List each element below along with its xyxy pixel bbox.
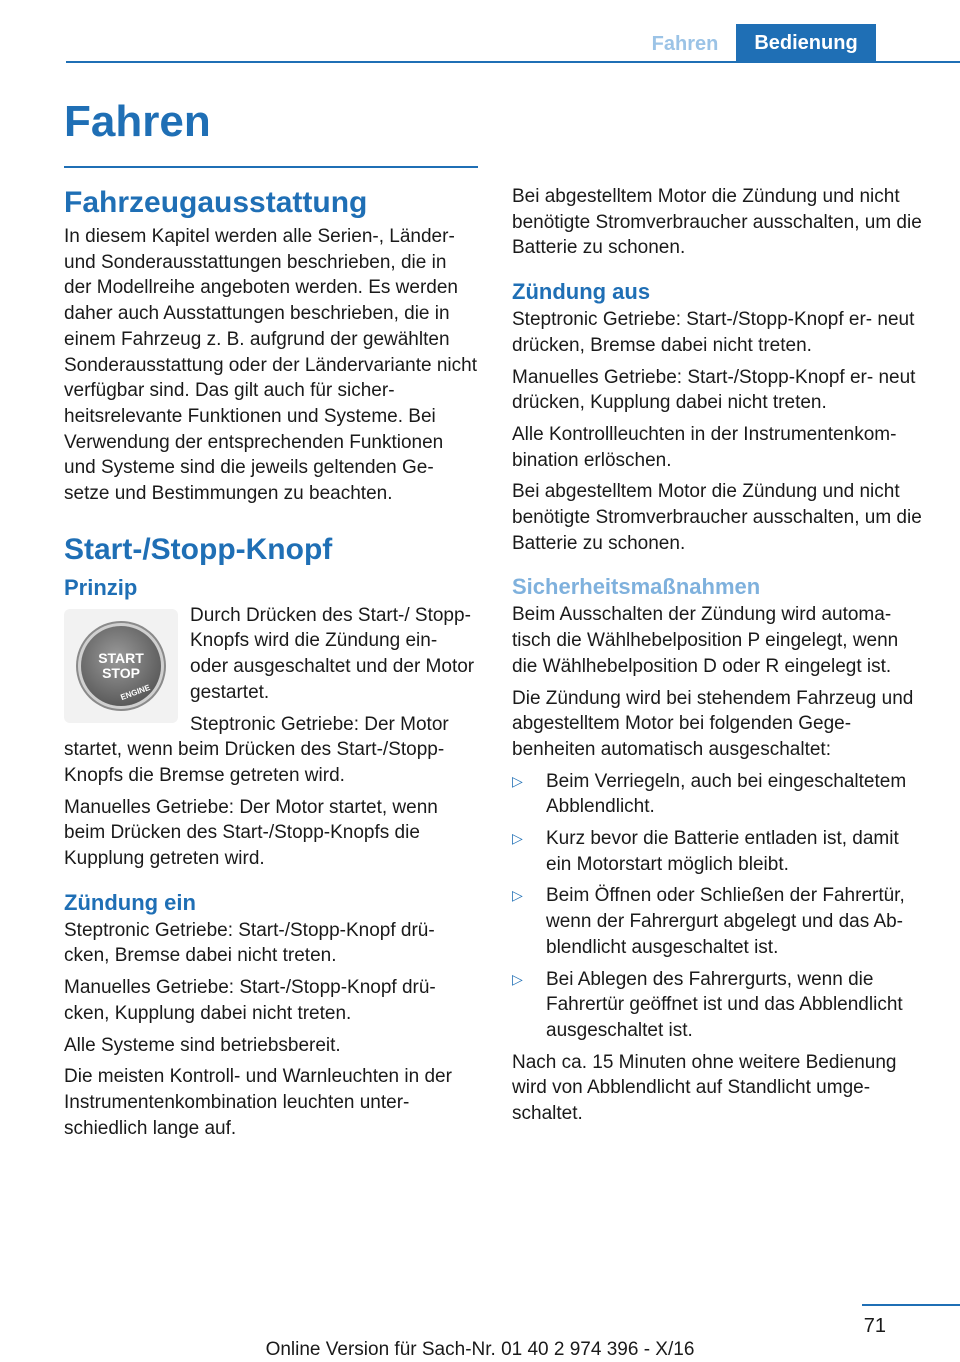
list-item-text: Kurz bevor die Batterie entladen ist, damit ein Motorstart möglich bleibt. <box>546 828 899 875</box>
list-item-text: Beim Verriegeln, auch bei eingeschaltetem Abblendlicht. <box>546 770 907 818</box>
tab-fahren[interactable]: Fahren <box>651 32 719 55</box>
start-stop-knob-icon <box>81 626 161 706</box>
heading-sicherheitsmassnahmen: Sicherheitsmaßnahmen <box>512 574 761 600</box>
paragraph-aus-3: Alle Kontrollleuchten in der Instrumentenkom- bination erlöschen. <box>512 423 897 471</box>
title-rule <box>64 166 478 168</box>
list-item-text: Beim Öffnen oder Schließen der Fahrertür, wenn der Fahrergurt abgelegt und das Ab- blendlicht ausgeschaltet ist. <box>546 885 905 958</box>
paragraph-end: Nach ca. 15 Minuten ohne weitere Bedienung wird von Abblendlicht auf Standlicht umge- schaltet. <box>512 1051 897 1125</box>
paragraph-ein-4: Die meisten Kontroll- und Warnleuchten in der Instrumentenkombination leuchten unter- schiedlich lange auf. <box>64 1066 452 1139</box>
prinzip-block <box>64 603 479 795</box>
heading-zuendung-ein: Zündung ein <box>64 889 196 915</box>
list-item <box>512 967 927 1044</box>
paragraph-prinzip-2: Steptronic Getriebe: Der Motor startet, wenn beim Drücken des Start-/Stopp- Knopfs die Bremse getreten wird. <box>64 713 449 786</box>
paragraph-ein-2: Manuelles Getriebe: Start-/Stopp-Knopf drü- cken, Kupplung dabei nicht treten. <box>64 977 436 1024</box>
paragraph-aus-1: Steptronic Getriebe: Start-/Stopp-Knopf er- neut drücken, Bremse dabei nicht treten. <box>512 309 915 356</box>
list-item <box>512 826 927 877</box>
page-title: Fahren <box>64 97 211 146</box>
heading-prinzip: Prinzip <box>64 574 138 600</box>
heading-start-stopp-knopf: Start-/Stopp-Knopf <box>64 532 333 566</box>
list-item <box>512 769 927 820</box>
paragraph-sicherheit-1: Beim Ausschalten der Zündung wird automa- tisch die Wählhebelposition P eingelegt, wenn die Wählhebelposition D oder R eingelegt ist. <box>512 604 899 677</box>
page-number: 71 <box>863 1315 886 1337</box>
knob-label-engine: ENGINE <box>119 682 152 702</box>
paragraph-ein-1: Steptronic Getriebe: Start-/Stopp-Knopf drü- cken, Bremse dabei nicht treten. <box>64 919 435 967</box>
online-version-footer: Online Version für Sach-Nr. 01 40 2 974 396 - X/16 <box>265 1339 695 1360</box>
paragraph-prinzip-1: Durch Drücken des Start-/ Stopp-Knopfs wird die Zündung ein- oder ausgeschaltet und der Motor gestartet. <box>190 604 475 703</box>
triangle-right-icon: ▷ <box>512 830 523 847</box>
triangle-right-icon: ▷ <box>512 970 523 987</box>
paragraph-ein-3: Alle Systeme sind betriebsbereit. <box>64 1034 341 1056</box>
knob-label-stop: STOP <box>102 664 140 681</box>
start-stop-button-image <box>64 609 178 723</box>
heading-fahrzeugausstattung: Fahrzeugausstattung <box>64 186 368 219</box>
left-column <box>64 184 479 1147</box>
footer-rule <box>862 1304 960 1306</box>
triangle-right-icon: ▷ <box>512 887 523 904</box>
bullet-list <box>512 769 927 1044</box>
triangle-right-icon: ▷ <box>512 772 523 789</box>
right-column <box>512 184 927 1133</box>
list-item-text: Bei Ablegen des Fahrergurts, wenn die Fahrertür geöffnet ist und das Abblendlicht ausgeschaltet ist. <box>546 968 903 1041</box>
paragraph-sicherheit-2: Die Zündung wird bei stehendem Fahrzeug und abgestelltem Motor bei folgenden Gege- benheiten automatisch ausgeschaltet: <box>512 687 914 760</box>
paragraph-aus-4: Bei abgestelltem Motor die Zündung und nicht benötigte Stromverbraucher ausschalten, um die Batterie zu schonen. <box>512 481 922 554</box>
tab-bedienung[interactable]: Bedienung <box>736 24 876 62</box>
heading-zuendung-aus: Zündung aus <box>512 279 651 305</box>
paragraph-prinzip-3: Manuelles Getriebe: Der Motor startet, wenn beim Drücken des Start-/Stopp-Knopfs die Kupplung getreten wird. <box>64 796 438 870</box>
paragraph-fahrzeugausstattung: In diesem Kapitel werden alle Serien-, Länder- und Sonderausstattungen beschrieben, die in der Modellreihe angeboten werden. Es werden daher auch Ausstattungen beschrieben, die in einem Fahrzeug z. B. aufgrund der gewählten Sonderausstattung oder der Ländervariante nicht verfügbar sind. Das gilt auch für sicher- heitsrelevante Funktionen und Systeme. Bei Verwendung der entsprechenden Funktionen und Systeme sind die jeweils geltenden Ge- setze und Bestimmungen zu beachten. <box>64 226 477 505</box>
list-item <box>512 883 927 960</box>
paragraph-top: Bei abgestelltem Motor die Zündung und nicht benötigte Stromverbraucher ausschalten, um die Batterie zu schonen. <box>512 186 922 259</box>
paragraph-aus-2: Manuelles Getriebe: Start-/Stopp-Knopf er- neut drücken, Kupplung dabei nicht treten. <box>512 366 916 414</box>
knob-label-start: START <box>98 649 144 666</box>
